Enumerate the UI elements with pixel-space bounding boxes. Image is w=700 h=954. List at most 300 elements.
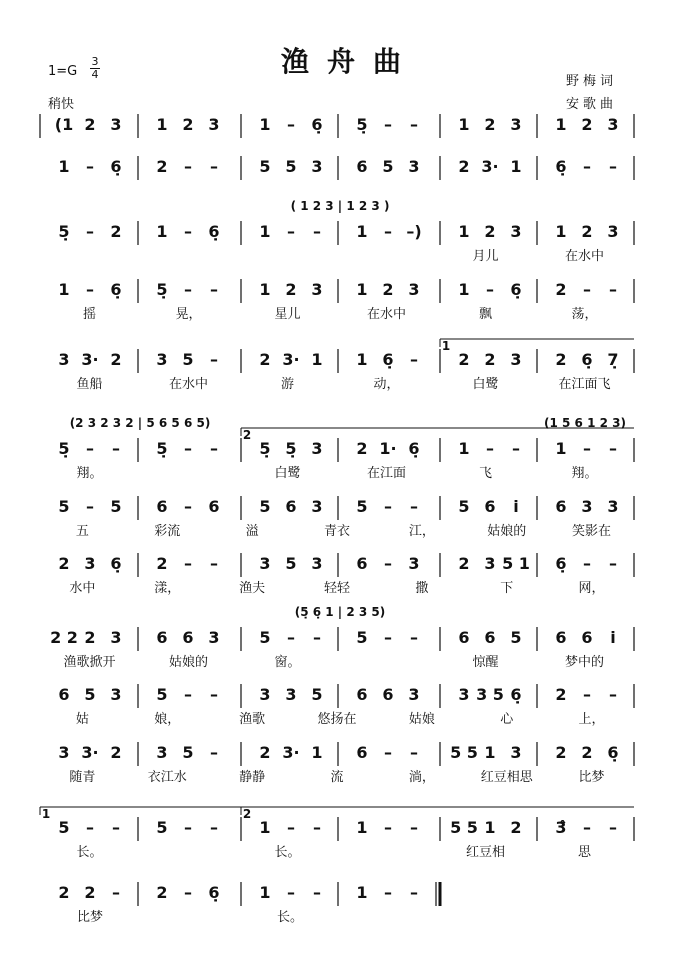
meter-denominator: 4 xyxy=(91,68,99,81)
note: 5̣ xyxy=(259,439,271,458)
intro-annotation: (2 3 2 3 2 | 5 6 5 6 5) xyxy=(69,416,211,430)
note: i xyxy=(610,628,616,647)
lyric: 衣江水 xyxy=(147,770,187,785)
note: 1· xyxy=(379,439,397,458)
note: 2 xyxy=(84,628,96,647)
note: 1 xyxy=(58,280,70,299)
lyric: 流 xyxy=(330,770,344,785)
note: 2 xyxy=(555,280,567,299)
note: 5 xyxy=(182,350,194,369)
note: – xyxy=(184,280,192,299)
lyric: 动， xyxy=(373,377,400,392)
note: – xyxy=(410,883,418,902)
note: – xyxy=(86,497,94,516)
note: – xyxy=(583,280,591,299)
note: 3 xyxy=(607,497,619,516)
note: 5 xyxy=(311,685,323,704)
note: 2 xyxy=(510,818,522,837)
lyric: 轻轻 xyxy=(323,581,351,596)
note: 1 xyxy=(458,439,470,458)
note: 3 xyxy=(510,222,522,241)
lyric: 渔夫 xyxy=(239,581,266,596)
note: – xyxy=(384,497,392,516)
lyric: 白鹭 xyxy=(472,377,499,392)
note: 3· xyxy=(481,157,499,176)
note: 6̣ xyxy=(382,350,394,369)
note: – xyxy=(287,818,295,837)
note: 3· xyxy=(81,350,99,369)
note: 1 xyxy=(555,439,567,458)
note: 2 xyxy=(182,115,194,134)
note: (1 xyxy=(54,115,74,134)
note: 6̣ xyxy=(581,350,593,369)
note: – xyxy=(287,883,295,902)
note: i xyxy=(513,497,519,516)
note: – xyxy=(384,222,392,241)
note: 2 xyxy=(581,743,593,762)
lyric: 在水中 xyxy=(564,249,605,264)
note: 2 xyxy=(382,280,394,299)
note: 5 xyxy=(510,628,522,647)
note: 3 xyxy=(510,743,522,762)
note: 6 xyxy=(356,554,368,573)
note: 5 xyxy=(110,497,122,516)
note: – xyxy=(287,628,295,647)
meter-numerator: 3 xyxy=(91,55,99,68)
note: 5̣ xyxy=(285,439,297,458)
note: 5 xyxy=(356,628,368,647)
note: – xyxy=(583,157,591,176)
lyric: 翔。 xyxy=(76,466,103,481)
note: 2 xyxy=(58,554,70,573)
note: – xyxy=(210,554,218,573)
lyric: 红豆相 xyxy=(465,845,506,860)
note: 3 xyxy=(208,628,220,647)
note: 2 xyxy=(110,743,122,762)
note: – xyxy=(210,280,218,299)
note: 1 xyxy=(311,350,323,369)
note: 5 5 xyxy=(450,743,478,762)
lyric: 上， xyxy=(578,712,605,727)
note: – xyxy=(410,497,418,516)
note: 6̣ xyxy=(110,554,122,573)
note: 2 xyxy=(555,685,567,704)
note: 6 xyxy=(382,685,394,704)
note: – xyxy=(287,222,295,241)
note: – xyxy=(410,818,418,837)
note: 1 xyxy=(259,115,271,134)
note: – xyxy=(184,883,192,902)
note: 6 xyxy=(581,628,593,647)
note: 6̣ xyxy=(510,685,522,704)
note: 1 xyxy=(356,280,368,299)
note: 5 xyxy=(259,497,271,516)
note: 3 xyxy=(311,554,323,573)
lyric: 五 xyxy=(75,524,89,539)
note: 6 xyxy=(356,685,368,704)
song-title: 渔舟曲 xyxy=(280,45,419,78)
note: – xyxy=(384,554,392,573)
note: 6 xyxy=(484,628,496,647)
note: 2 xyxy=(581,222,593,241)
lyric: 白鹭 xyxy=(274,466,301,481)
note: 1 xyxy=(555,115,567,134)
lyric: 撒 xyxy=(415,581,429,596)
note: 1 xyxy=(356,350,368,369)
lyric: 在水中 xyxy=(366,307,407,322)
lyric: 鱼船 xyxy=(76,377,103,392)
note: – xyxy=(184,685,192,704)
note: 3 xyxy=(156,350,168,369)
note: 3· xyxy=(282,350,300,369)
note: – xyxy=(112,883,120,902)
note: 1 xyxy=(555,222,567,241)
note: 2 xyxy=(484,115,496,134)
note: 1 xyxy=(510,157,522,176)
note: 2 xyxy=(458,554,470,573)
lyric: 在江面飞 xyxy=(558,377,611,392)
note: 3 xyxy=(259,685,271,704)
key-signature: 1=G xyxy=(48,64,78,79)
note: – xyxy=(583,818,591,837)
note: – xyxy=(287,115,295,134)
note: – xyxy=(184,222,192,241)
note: 3 xyxy=(311,157,323,176)
lyric: 窗。 xyxy=(274,655,301,670)
note: 6̣ xyxy=(510,280,522,299)
note: 5 xyxy=(382,157,394,176)
note: – xyxy=(210,439,218,458)
lyric: 姑 xyxy=(75,712,89,727)
lyric: 梦中的 xyxy=(564,655,605,670)
lyric: 飘 xyxy=(478,307,493,322)
note: 6 xyxy=(555,628,567,647)
note: 1 xyxy=(458,115,470,134)
lyric: 下 xyxy=(500,581,514,596)
note: 2 xyxy=(581,115,593,134)
note: 6 xyxy=(458,628,470,647)
note: – xyxy=(609,439,617,458)
lyric: 长。 xyxy=(276,910,304,925)
note: 3 xyxy=(581,497,593,516)
note: 5 xyxy=(285,554,297,573)
lyric: 悠扬在 xyxy=(317,712,357,727)
note: 3 xyxy=(408,280,420,299)
lyric: 随青 xyxy=(69,770,96,785)
note: 2 xyxy=(110,350,122,369)
lyric: 网， xyxy=(578,581,605,596)
note: – xyxy=(112,439,120,458)
note: – xyxy=(86,280,94,299)
lyric: 思 xyxy=(577,845,592,860)
note: 2 xyxy=(458,157,470,176)
note: 6̣ xyxy=(110,157,122,176)
note: 5 xyxy=(84,685,96,704)
note: – xyxy=(410,743,418,762)
note: 3 xyxy=(208,115,220,134)
note: –) xyxy=(406,222,422,241)
note: – xyxy=(583,439,591,458)
note: – xyxy=(313,222,321,241)
note: 3 xyxy=(110,685,122,704)
lyric: 溢 xyxy=(245,524,259,539)
note: 5 xyxy=(58,497,70,516)
note: 6 xyxy=(356,743,368,762)
lyric: 江， xyxy=(408,524,435,539)
intro-annotation: ( 1 2 3 | 1 2 3 ) xyxy=(290,199,390,213)
note: 1 xyxy=(356,883,368,902)
lyric: 在江面 xyxy=(366,466,407,481)
note: 3 xyxy=(311,497,323,516)
lyric: 游 xyxy=(280,377,295,392)
volta-number: 1 xyxy=(41,807,51,821)
lyricist-credit: 野梅词 xyxy=(566,74,618,89)
note: – xyxy=(86,157,94,176)
note: 2 xyxy=(156,157,168,176)
note: – xyxy=(184,554,192,573)
lyric: 在水中 xyxy=(168,377,209,392)
note: – xyxy=(486,280,494,299)
note: 1 xyxy=(311,743,323,762)
note: – xyxy=(210,350,218,369)
note: 5̣ xyxy=(156,280,168,299)
note: 5̣ xyxy=(156,439,168,458)
note: 1 xyxy=(356,222,368,241)
note: – xyxy=(583,685,591,704)
intro-annotation: (5̣ 6̣ 1 | 2 3 5) xyxy=(294,605,386,619)
note: 6̣ xyxy=(110,280,122,299)
lyric: 漾， xyxy=(154,581,181,596)
lyric: 飞 xyxy=(478,466,493,481)
note: 5̣ xyxy=(58,222,70,241)
note: 5 xyxy=(156,685,168,704)
note: – xyxy=(512,439,520,458)
note: 6̣ xyxy=(208,222,220,241)
note: 1 xyxy=(58,157,70,176)
lyric: 心 xyxy=(500,712,514,727)
note: – xyxy=(112,818,120,837)
note: – xyxy=(410,115,418,134)
note: 3 xyxy=(84,554,96,573)
note: 2 xyxy=(259,743,271,762)
note: – xyxy=(609,280,617,299)
note: 2 xyxy=(458,350,470,369)
note: 1 xyxy=(484,743,496,762)
lyric: 姑娘的 xyxy=(168,655,209,670)
lyric: 晃， xyxy=(175,307,202,322)
lyric: 渔歌 xyxy=(239,712,266,727)
composer-credit: 安歌曲 xyxy=(566,97,618,112)
lyric: 淌， xyxy=(408,770,435,785)
note: 5 1 xyxy=(502,554,530,573)
note: – xyxy=(313,818,321,837)
note: – xyxy=(210,685,218,704)
note: 3 xyxy=(58,743,70,762)
lyric: 水中 xyxy=(69,581,96,596)
note: 1 xyxy=(356,818,368,837)
note: 6̣ xyxy=(555,554,567,573)
volta-number: 2 xyxy=(242,428,252,442)
note: 1 xyxy=(156,115,168,134)
note: 7̣ xyxy=(607,350,619,369)
lyric: 笑影在 xyxy=(572,524,612,539)
note: 6̣ xyxy=(555,157,567,176)
note: 5 xyxy=(182,743,194,762)
note: 6 xyxy=(555,497,567,516)
note: – xyxy=(313,628,321,647)
note: 3̂ xyxy=(555,818,567,837)
note: – xyxy=(184,818,192,837)
note: 3 xyxy=(458,685,470,704)
note: – xyxy=(210,818,218,837)
note: 3 xyxy=(607,222,619,241)
note: 3 xyxy=(510,115,522,134)
note: 3 xyxy=(484,554,496,573)
note: 1 xyxy=(259,222,271,241)
note: – xyxy=(384,115,392,134)
note: 6 xyxy=(182,628,194,647)
note: 5̣ xyxy=(58,439,70,458)
note: 2 xyxy=(259,350,271,369)
lyric: 惊醒 xyxy=(472,655,499,670)
note: – xyxy=(184,439,192,458)
lyric: 比梦 xyxy=(578,770,605,785)
note: 6 xyxy=(484,497,496,516)
note: – xyxy=(384,883,392,902)
interlude-annotation: (1 5 6 1 2 3) xyxy=(544,416,626,430)
note: 3 xyxy=(408,685,420,704)
note: 6 xyxy=(208,497,220,516)
note: 3 5 xyxy=(476,685,504,704)
note: 3 xyxy=(58,350,70,369)
note: 6̣ xyxy=(311,115,323,134)
note: 2 xyxy=(84,883,96,902)
note: 3 xyxy=(259,554,271,573)
note: 6̣ xyxy=(408,439,420,458)
note: – xyxy=(410,350,418,369)
note: 5 xyxy=(356,497,368,516)
note: 5 5 xyxy=(450,818,478,837)
note: 3 xyxy=(156,743,168,762)
note: 6̣ xyxy=(607,743,619,762)
lyric: 长。 xyxy=(76,845,103,860)
lyric: 红豆相思 xyxy=(480,770,533,785)
note: 1 xyxy=(259,818,271,837)
note: 2 xyxy=(110,222,122,241)
note: 2 xyxy=(285,280,297,299)
note: 2 xyxy=(356,439,368,458)
note: 6 xyxy=(285,497,297,516)
volta-number: 1 xyxy=(441,339,451,353)
note: 3 xyxy=(607,115,619,134)
note: 1 xyxy=(458,222,470,241)
note: 3 xyxy=(110,115,122,134)
lyric: 姑娘的 xyxy=(487,524,527,539)
note: – xyxy=(583,554,591,573)
note: 3 xyxy=(311,439,323,458)
lyric: 姑娘 xyxy=(408,712,435,727)
note: – xyxy=(609,685,617,704)
lyric: 彩流 xyxy=(154,524,181,539)
note: 3 xyxy=(408,554,420,573)
note: – xyxy=(86,818,94,837)
note: 1 xyxy=(156,222,168,241)
note: 3· xyxy=(282,743,300,762)
note: – xyxy=(384,818,392,837)
lyric: 摇 xyxy=(82,307,97,322)
lyric: 荡， xyxy=(571,307,598,322)
note: 3 xyxy=(510,350,522,369)
tempo-marking: 稍快 xyxy=(48,97,75,112)
note: 5 xyxy=(156,818,168,837)
note: 5 xyxy=(285,157,297,176)
note: 2 xyxy=(156,883,168,902)
note: – xyxy=(86,439,94,458)
note: 2 xyxy=(555,743,567,762)
note: 3 xyxy=(408,157,420,176)
note: 1 xyxy=(259,883,271,902)
note: 6 xyxy=(156,497,168,516)
note: – xyxy=(86,222,94,241)
lyric: 月儿 xyxy=(472,249,499,264)
lyric: 渔歌掀开 xyxy=(63,655,116,670)
note: 6 xyxy=(58,685,70,704)
note: 6̣ xyxy=(208,883,220,902)
note: 3 xyxy=(285,685,297,704)
note: – xyxy=(184,157,192,176)
note: 1 xyxy=(259,280,271,299)
note: 2 xyxy=(156,554,168,573)
note: 6 xyxy=(356,157,368,176)
lyric: 翔。 xyxy=(571,466,598,481)
note: 2 xyxy=(58,883,70,902)
volta-number: 2 xyxy=(242,807,252,821)
note: – xyxy=(609,818,617,837)
note: – xyxy=(384,743,392,762)
note: 3· xyxy=(81,743,99,762)
note: 5 xyxy=(458,497,470,516)
note: 2 xyxy=(484,222,496,241)
note: 2 xyxy=(84,115,96,134)
note: 1 xyxy=(458,280,470,299)
note: – xyxy=(210,157,218,176)
lyric: 娘， xyxy=(154,712,181,727)
note: 3 xyxy=(311,280,323,299)
lyric: 静静 xyxy=(239,770,266,785)
note: 5 xyxy=(259,628,271,647)
lyric: 星儿 xyxy=(274,307,301,322)
lyric: 比梦 xyxy=(76,910,104,925)
note: 2 2 xyxy=(50,628,78,647)
note: – xyxy=(609,554,617,573)
note: – xyxy=(410,628,418,647)
note: – xyxy=(184,497,192,516)
note: – xyxy=(384,628,392,647)
lyric: 青衣 xyxy=(323,524,351,539)
note: 2 xyxy=(484,350,496,369)
note: 5 xyxy=(58,818,70,837)
note: 3 xyxy=(110,628,122,647)
note: 2 xyxy=(555,350,567,369)
note: 5̣ xyxy=(356,115,368,134)
note: – xyxy=(486,439,494,458)
note: 6 xyxy=(156,628,168,647)
lyric: 长。 xyxy=(274,845,301,860)
note: – xyxy=(210,743,218,762)
note: 5 xyxy=(259,157,271,176)
note: – xyxy=(609,157,617,176)
note: 1 xyxy=(484,818,496,837)
